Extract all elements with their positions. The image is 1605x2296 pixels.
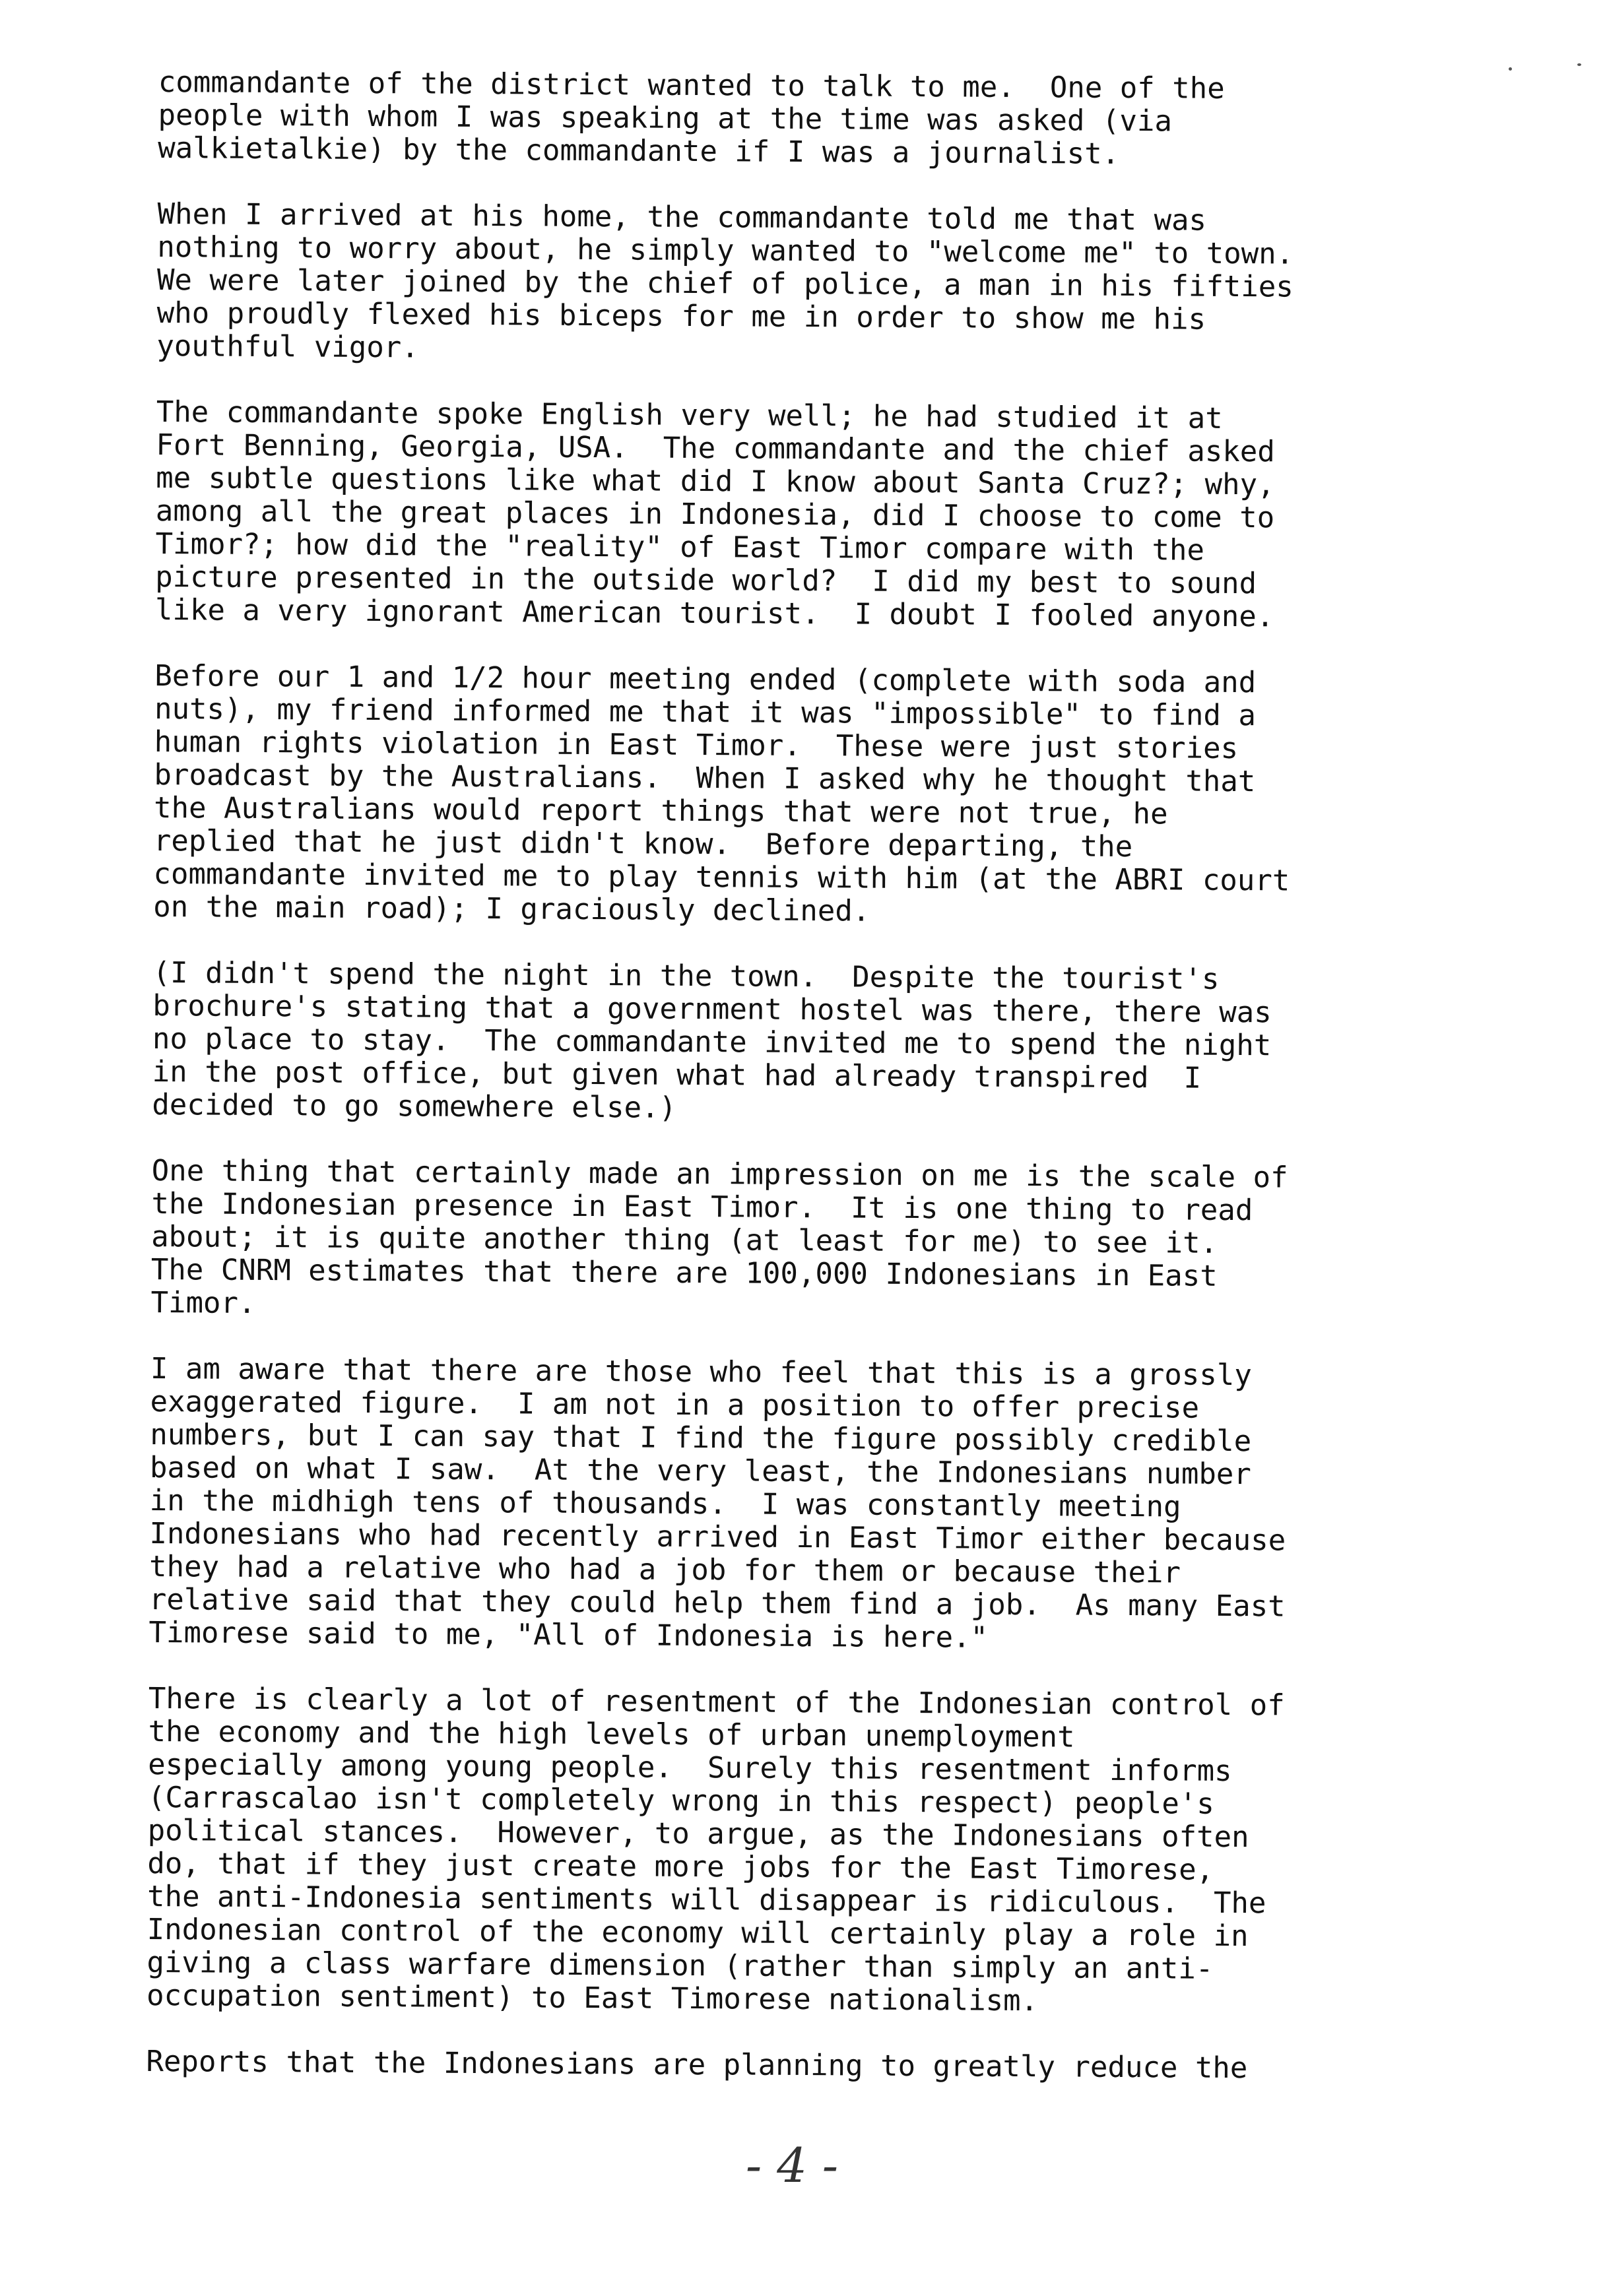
text-line: Timor?; how did the "reality" of East Timor compare with the [155,526,1205,567]
paragraph [156,198,1477,371]
text-line: like a very ignorant American tourist. I doubt I fooled anyone. [154,592,1274,634]
letter-body [146,66,1478,2119]
text-line: human rights violation in East Timor. These were just stories [154,724,1239,766]
text-line: replied that he just didn't know. Before departing, the [153,823,1133,864]
text-line: broadcast by the Australians. When I asked why he thought that [154,757,1256,799]
text-line: The CNRM estimates that there are 100,000 Indonesians in East [150,1252,1218,1293]
text-line: relative said that they could help them find a job. As many East [148,1582,1286,1624]
text-line: exaggerated figure. I am not in a position to offer precise [150,1384,1200,1425]
paragraph [152,957,1472,1130]
text-line: Fort Benning, Georgia, USA. The commandante and the chief asked [156,428,1275,469]
text-line: (Carrascalao isn't completely wrong in this respect) people's [147,1780,1214,1821]
text-line: There is clearly a lot of resentment of the Indonesian control of [148,1681,1285,1723]
text-line: (I didn't spend the night in the town. Despite the tourist's [152,955,1220,996]
text-line: Indonesian control of the economy will certainly play a role in [147,1912,1249,1954]
text-line: numbers, but I can say that I find the figure possibly credible [150,1417,1252,1459]
paragraph [148,1353,1470,1657]
text-line: youthful vigor. [156,329,419,365]
text-line: We were later joined by the chief of police, a man in his fifties [156,263,1294,304]
text-line: who proudly flexed his biceps for me in order to show me his [156,296,1206,336]
scan-speck [1509,67,1512,71]
text-line: Timorese said to me, "All of Indonesia is here." [148,1615,989,1655]
text-line: walkietalkie) by the commandante if I was a journalist. [158,131,1120,171]
text-line: giving a class warfare dimension (rather than simply an anti- [147,1945,1214,1986]
paragraph [153,660,1474,932]
text-line: commandante invited me to play tennis with him (at the ABRI court [153,856,1290,898]
paragraph [155,396,1476,635]
text-line: in the post office, but given what had already transpired I [152,1054,1202,1095]
paragraph [150,1155,1471,1327]
text-line: nuts), my friend informed me that it was "impossible" to find a [154,691,1257,733]
text-line: the economy and the high levels of urban unemployment [148,1714,1075,1754]
text-line: occupation sentiment) to East Timorese nationalism. [146,1978,1039,2018]
text-line: me subtle questions like what did I know about Santa Cruz?; why, [156,461,1275,502]
text-line: decided to go somewhere else.) [152,1087,677,1125]
text-line: no place to stay. The commandante invited me to spend the night [152,1021,1272,1063]
page-number: - 4 - [745,2138,839,2193]
text-line: they had a relative who had a job for them or because their [148,1549,1181,1590]
text-line: political stances. However, to argue, as the Indonesians often [147,1813,1249,1855]
text-line: especially among young people. Surely this resentment informs [148,1747,1232,1788]
text-line: the anti-Indonesia sentiments will disappear is ridiculous. The [147,1879,1266,1921]
text-line: people with whom I was speaking at the time was asked (via [158,98,1173,139]
text-line: One thing that certainly made an impression on me is the scale of [151,1153,1288,1195]
text-line: The commandante spoke English very well; he had studied it at [156,395,1223,435]
text-line: commandante of the district wanted to talk to me. One of the [158,65,1225,106]
text-line: When I arrived at his home, the commandante told me that was [157,197,1207,238]
text-line: brochure's stating that a government hostel was there, there was [152,988,1272,1030]
text-line: I am aware that there are those who feel that this is a grossly [150,1351,1252,1393]
text-line: Before our 1 and 1/2 hour meeting ended (complete with soda and [154,658,1257,700]
text-line: the Australians would report things that were not true, he [153,790,1168,831]
text-line: in the midhigh tens of thousands. I was constantly meeting [149,1483,1181,1524]
text-line: picture presented in the outside world? I did my best to sound [155,559,1257,601]
text-line: on the main road); I graciously declined. [153,889,870,928]
text-line: based on what I saw. At the very least, the Indonesians number [149,1450,1252,1492]
paragraph [158,66,1478,173]
paragraph [146,2045,1466,2086]
text-line: among all the great places in Indonesia, did I choose to come to [155,494,1275,535]
text-line: Timor. [150,1285,256,1320]
paragraph [147,1682,1468,2020]
text-line: nothing to worry about, he simply wanted to "welcome me" to town. [157,230,1294,271]
text-line: Indonesians who had recently arrived in East Timor either because [149,1516,1286,1558]
text-line: Reports that the Indonesians are planning to greatly reduce the [146,2044,1248,2086]
text-line: the Indonesian presence in East Timor. It is one thing to read [151,1186,1253,1228]
scan-speck [1577,63,1581,66]
text-line: about; it is quite another thing (at least for me) to see it. [151,1219,1218,1260]
text-line: do, that if they just create more jobs for the East Timorese, [147,1846,1214,1887]
